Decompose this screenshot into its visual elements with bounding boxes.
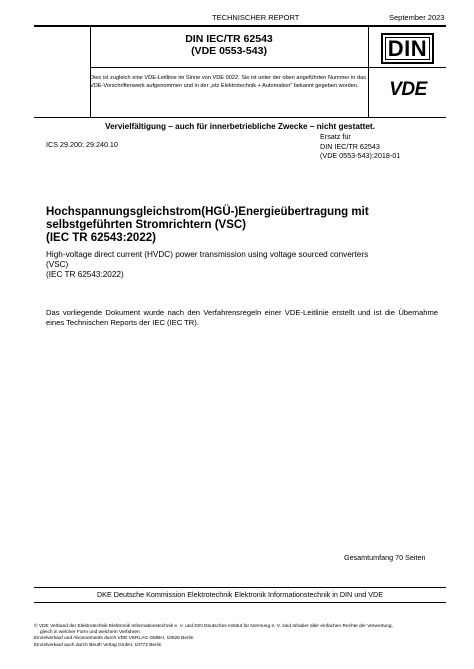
title-english-line2: (VSC) (46, 260, 69, 269)
title-german-line3: (IEC TR 62543:2022) (46, 232, 156, 244)
box-right-divider (368, 26, 369, 117)
copyright-line4: Einzelverkauf auch durch Beuth Verlag GmbH, 10772 Berlin (34, 642, 162, 648)
top-rule (34, 25, 446, 27)
page-count: Gesamtumfang 70 Seiten (344, 553, 426, 562)
title-english-line1: High-voltage direct current (HVDC) power transmission using voltage sourced converters (46, 250, 369, 259)
title-german (46, 206, 446, 245)
committee-bottom-rule (34, 602, 446, 603)
replacement-line2: (VDE 0553-543):2018-01 (320, 151, 401, 160)
reproduction-notice: Vervielfältigung – auch für innerbetriebliche Zwecke – nicht gestattet. (105, 122, 375, 131)
committee-line: DKE Deutsche Kommission Elektrotechnik Elektronik Informationstechnik in DIN und VDE (96, 590, 384, 599)
title-english-line3: (IEC TR 62543:2022) (46, 270, 124, 279)
copyright-line2: gleich in welcher Form und welchem Verfahren. (40, 630, 142, 636)
document-designation (90, 33, 368, 57)
replacement-line1: DIN IEC/TR 62543 (320, 141, 380, 151)
box-bottom-rule (34, 117, 446, 118)
designation-line1: DIN IEC/TR 62543 (185, 33, 273, 45)
committee-top-rule (34, 587, 446, 588)
vde-notice: Dies ist zugleich eine VDE-Leitlinie im Sinne von VDE 0022. Sie ist unter der oben angeführten Nummer in das VDE-Vorschriftenwerk aufgenommen und in der „etz Elektrotechnik + Automation“ bekannt gegeben worden. (90, 75, 366, 89)
issue-date: September 2023 (389, 13, 445, 22)
copyright-line1: © VDE Verband der Elektrotechnik Elektronik Informationstechnik e. V. und DIN Deutsches Institut für Normung e. V. sind Inhaber aller einfachen Rechte der Verwertung, (34, 624, 393, 629)
vde-logo: VDE (389, 79, 427, 100)
copyright-footer (34, 624, 446, 649)
copyright-line3: Einzelverkauf und Abonnements durch VDE VERLAG GMBH, 10625 Berlin (34, 636, 194, 642)
designation-line2: (VDE 0553-543) (191, 45, 267, 57)
document-description: Das vorliegende Dokument wurde nach den Verfahrensregeln einer VDE-Leitlinie erstellt und ist die Übernahme eines Technischen Reports der IEC (IEC TR). (46, 308, 438, 327)
title-german-line2: selbstgeführten Stromrichtern (VSC) (46, 219, 246, 231)
report-type: TECHNISCHER REPORT (212, 13, 300, 22)
replacement-label: Ersatz für (320, 132, 351, 141)
title-german-line1: Hochspannungsgleichstrom(HGÜ-)Energieübertragung mit (46, 206, 369, 218)
din-logo: DIN (381, 33, 434, 64)
box-middle-rule (90, 67, 446, 68)
ics-code: ICS 29.200; 29.240.10 (46, 140, 118, 149)
replacement-info (320, 132, 400, 161)
title-english (46, 250, 446, 280)
